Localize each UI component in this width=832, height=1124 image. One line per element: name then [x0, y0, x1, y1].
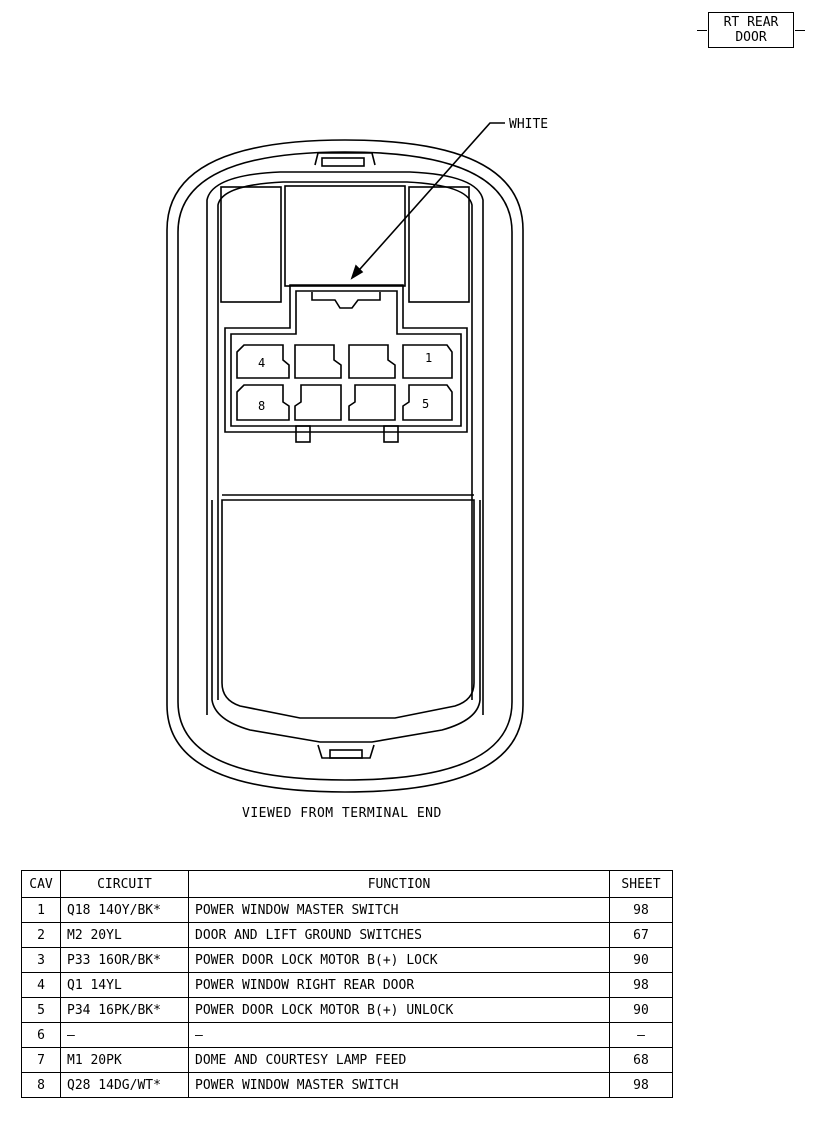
- table-row: [22, 973, 673, 998]
- cell-cav: 6: [22, 1023, 61, 1048]
- header-sheet: SHEET: [610, 871, 673, 898]
- cell-circuit: Q28 14DG/WT*: [61, 1073, 189, 1098]
- table-row: [22, 1073, 673, 1098]
- cell-function: POWER WINDOW MASTER SWITCH: [189, 1073, 610, 1098]
- cell-cav: 8: [22, 1073, 61, 1098]
- connector-inner-shell: [178, 152, 512, 780]
- table-row: [22, 1023, 673, 1048]
- cell-sheet: 68: [610, 1048, 673, 1073]
- bottom-latch: [318, 745, 374, 758]
- cell-function: DOME AND COURTESY LAMP FEED: [189, 1048, 610, 1073]
- cell-function: POWER DOOR LOCK MOTOR B(+) LOCK: [189, 948, 610, 973]
- cell-function: DOOR AND LIFT GROUND SWITCHES: [189, 923, 610, 948]
- cell-function: POWER WINDOW RIGHT REAR DOOR: [189, 973, 610, 998]
- pinout-table: [21, 870, 673, 1098]
- top-latch: [315, 153, 375, 165]
- polarizing-key: [312, 292, 380, 308]
- table-row: [22, 898, 673, 923]
- bottom-latch-tab: [330, 750, 362, 758]
- cavity-2: [349, 345, 395, 378]
- upper-pocket-center: [285, 186, 405, 286]
- cell-function: POWER WINDOW MASTER SWITCH: [189, 898, 610, 923]
- cavity-row-top: [237, 345, 452, 378]
- cell-cav: 5: [22, 998, 61, 1023]
- cell-sheet: 67: [610, 923, 673, 948]
- table-row: [22, 998, 673, 1023]
- cell-circuit: M1 20PK: [61, 1048, 189, 1073]
- lock-tab-left: [296, 426, 310, 442]
- cell-sheet: 98: [610, 973, 673, 998]
- cavity-label-8: 8: [258, 399, 266, 413]
- cavity-label-5: 5: [422, 397, 430, 411]
- cell-cav: 1: [22, 898, 61, 923]
- cell-circuit: Q18 14OY/BK*: [61, 898, 189, 923]
- cell-circuit: Q1 14YL: [61, 973, 189, 998]
- view-caption: VIEWED FROM TERMINAL END: [242, 806, 442, 821]
- cell-circuit: P34 16PK/BK*: [61, 998, 189, 1023]
- cell-function: POWER DOOR LOCK MOTOR B(+) UNLOCK: [189, 998, 610, 1023]
- cavity-3: [295, 345, 341, 378]
- cell-circuit: —: [61, 1023, 189, 1048]
- cell-circuit: P33 16OR/BK*: [61, 948, 189, 973]
- connector-body-inner: [218, 182, 472, 300]
- table-row: [22, 948, 673, 973]
- cell-cav: 7: [22, 1048, 61, 1073]
- lower-chamber: [222, 500, 474, 718]
- callout-label: WHITE: [509, 117, 549, 132]
- table-row: [22, 923, 673, 948]
- cell-sheet: 90: [610, 998, 673, 1023]
- connector-body: [207, 172, 483, 300]
- lock-tab-right: [384, 426, 398, 442]
- cell-sheet: 98: [610, 898, 673, 923]
- cavity-row-bottom: [237, 385, 452, 420]
- lower-chamber-outer: [212, 500, 480, 742]
- cell-sheet: 98: [610, 1073, 673, 1098]
- header-circuit: CIRCUIT: [61, 871, 189, 898]
- cavity-7: [295, 385, 341, 420]
- cell-cav: 2: [22, 923, 61, 948]
- cell-sheet: —: [610, 1023, 673, 1048]
- cavity-label-1: 1: [425, 351, 433, 365]
- top-latch-tab: [322, 158, 364, 166]
- cavity-label-4: 4: [258, 356, 266, 370]
- header-cav: CAV: [22, 871, 61, 898]
- title-line-2: DOOR: [735, 30, 767, 45]
- table-row: [22, 1048, 673, 1073]
- cell-circuit: M2 20YL: [61, 923, 189, 948]
- cell-function: —: [189, 1023, 610, 1048]
- table-header-row: [22, 871, 673, 898]
- cavity-6: [349, 385, 395, 420]
- title-line-1: RT REAR: [723, 15, 779, 30]
- upper-pocket-left: [221, 187, 281, 302]
- cell-sheet: 90: [610, 948, 673, 973]
- header-function: FUNCTION: [189, 871, 610, 898]
- cell-cav: 3: [22, 948, 61, 973]
- cell-cav: 4: [22, 973, 61, 998]
